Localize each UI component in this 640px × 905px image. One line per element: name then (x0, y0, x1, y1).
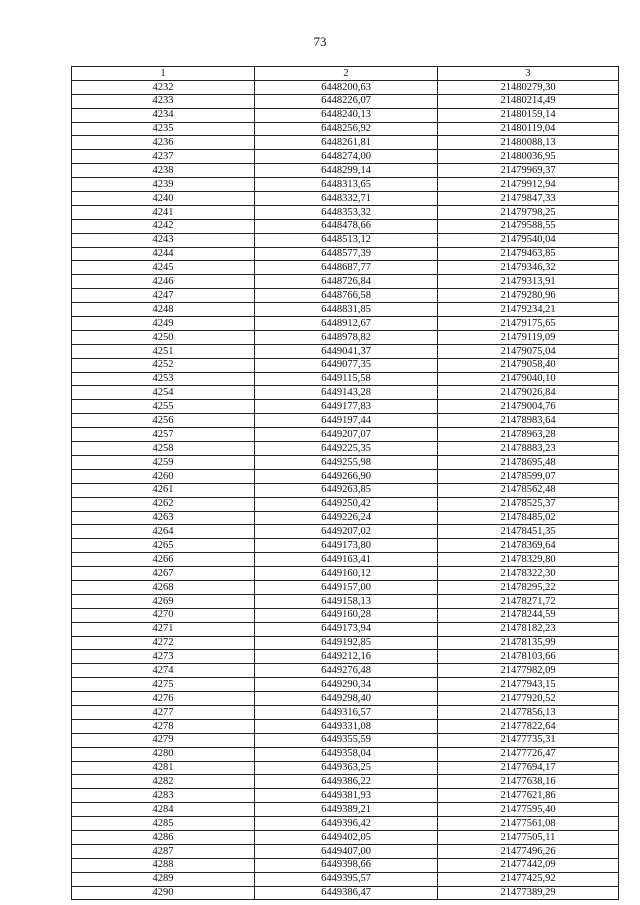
table-row (72, 122, 619, 136)
point-number-cell: 4234 (72, 108, 255, 122)
x-coordinate-cell: 6448478,66 (255, 219, 438, 233)
y-coordinate-cell: 21477496,26 (438, 844, 619, 858)
table-row (72, 303, 619, 317)
table-row (72, 886, 619, 900)
x-coordinate-cell: 6448313,65 (255, 178, 438, 192)
y-coordinate-cell: 21477595,40 (438, 803, 619, 817)
point-number-cell: 4252 (72, 358, 255, 372)
table-row (72, 330, 619, 344)
y-coordinate-cell: 21480214,49 (438, 94, 619, 108)
column-header-1: 1 (72, 67, 255, 81)
y-coordinate-cell: 21477982,09 (438, 664, 619, 678)
y-coordinate-cell: 21478103,66 (438, 650, 619, 664)
x-coordinate-cell: 6449192,85 (255, 636, 438, 650)
x-coordinate-cell: 6449316,57 (255, 705, 438, 719)
point-number-cell: 4265 (72, 539, 255, 553)
x-coordinate-cell: 6448353,32 (255, 205, 438, 219)
y-coordinate-cell: 21479004,76 (438, 400, 619, 414)
y-coordinate-cell: 21479847,33 (438, 192, 619, 206)
point-number-cell: 4288 (72, 858, 255, 872)
point-number-cell: 4254 (72, 386, 255, 400)
point-number-cell: 4264 (72, 525, 255, 539)
point-number-cell: 4233 (72, 94, 255, 108)
point-number-cell: 4270 (72, 608, 255, 622)
table-row (72, 247, 619, 261)
point-number-cell: 4283 (72, 789, 255, 803)
point-number-cell: 4251 (72, 344, 255, 358)
point-number-cell: 4241 (72, 205, 255, 219)
table-row (72, 664, 619, 678)
point-number-cell: 4263 (72, 511, 255, 525)
table-row (72, 775, 619, 789)
x-coordinate-cell: 6449158,13 (255, 594, 438, 608)
table-row (72, 858, 619, 872)
y-coordinate-cell: 21480088,13 (438, 136, 619, 150)
x-coordinate-cell: 6449407,00 (255, 844, 438, 858)
y-coordinate-cell: 21478295,22 (438, 580, 619, 594)
y-coordinate-cell: 21480036,95 (438, 150, 619, 164)
point-number-cell: 4276 (72, 692, 255, 706)
y-coordinate-cell: 21478451,35 (438, 525, 619, 539)
x-coordinate-cell: 6449160,12 (255, 567, 438, 581)
table-row (72, 219, 619, 233)
x-coordinate-cell: 6448687,77 (255, 261, 438, 275)
table-row (72, 150, 619, 164)
table-row (72, 317, 619, 331)
table-row (72, 178, 619, 192)
x-coordinate-cell: 6448261,81 (255, 136, 438, 150)
point-number-cell: 4258 (72, 442, 255, 456)
column-header-3: 3 (438, 67, 619, 81)
table-row (72, 233, 619, 247)
point-number-cell: 4278 (72, 719, 255, 733)
table-row (72, 872, 619, 886)
point-number-cell: 4271 (72, 622, 255, 636)
table-row (72, 205, 619, 219)
x-coordinate-cell: 6449266,90 (255, 469, 438, 483)
table-row (72, 636, 619, 650)
x-coordinate-cell: 6449298,40 (255, 692, 438, 706)
table-row (72, 289, 619, 303)
point-number-cell: 4238 (72, 164, 255, 178)
point-number-cell: 4266 (72, 553, 255, 567)
table-row (72, 428, 619, 442)
table-row (72, 830, 619, 844)
y-coordinate-cell: 21479058,40 (438, 358, 619, 372)
x-coordinate-cell: 6448766,58 (255, 289, 438, 303)
table-row (72, 608, 619, 622)
y-coordinate-cell: 21479463,85 (438, 247, 619, 261)
table-row (72, 192, 619, 206)
y-coordinate-cell: 21477561,08 (438, 817, 619, 831)
x-coordinate-cell: 6449381,93 (255, 789, 438, 803)
table-row (72, 553, 619, 567)
x-coordinate-cell: 6448200,63 (255, 80, 438, 94)
table-row (72, 386, 619, 400)
point-number-cell: 4290 (72, 886, 255, 900)
x-coordinate-cell: 6449386,22 (255, 775, 438, 789)
x-coordinate-cell: 6448299,14 (255, 164, 438, 178)
x-coordinate-cell: 6449363,25 (255, 761, 438, 775)
x-coordinate-cell: 6449173,80 (255, 539, 438, 553)
y-coordinate-cell: 21478883,23 (438, 442, 619, 456)
point-number-cell: 4244 (72, 247, 255, 261)
point-number-cell: 4261 (72, 483, 255, 497)
point-number-cell: 4255 (72, 400, 255, 414)
x-coordinate-cell: 6449163,41 (255, 553, 438, 567)
table-row (72, 761, 619, 775)
x-coordinate-cell: 6449173,94 (255, 622, 438, 636)
point-number-cell: 4240 (72, 192, 255, 206)
y-coordinate-cell: 21477920,52 (438, 692, 619, 706)
y-coordinate-cell: 21478369,64 (438, 539, 619, 553)
y-coordinate-cell: 21479912,94 (438, 178, 619, 192)
x-coordinate-cell: 6449157,00 (255, 580, 438, 594)
x-coordinate-cell: 6449355,59 (255, 733, 438, 747)
x-coordinate-cell: 6449207,02 (255, 525, 438, 539)
x-coordinate-cell: 6449331,08 (255, 719, 438, 733)
point-number-cell: 4248 (72, 303, 255, 317)
point-number-cell: 4272 (72, 636, 255, 650)
y-coordinate-cell: 21479026,84 (438, 386, 619, 400)
x-coordinate-cell: 6449207,07 (255, 428, 438, 442)
point-number-cell: 4287 (72, 844, 255, 858)
point-number-cell: 4267 (72, 567, 255, 581)
point-number-cell: 4282 (72, 775, 255, 789)
point-number-cell: 4277 (72, 705, 255, 719)
table-row (72, 455, 619, 469)
table-row (72, 539, 619, 553)
point-number-cell: 4281 (72, 761, 255, 775)
table-row (72, 94, 619, 108)
point-number-cell: 4239 (72, 178, 255, 192)
table-row (72, 164, 619, 178)
point-number-cell: 4246 (72, 275, 255, 289)
table-row (72, 511, 619, 525)
x-coordinate-cell: 6449386,47 (255, 886, 438, 900)
y-coordinate-cell: 21479075,04 (438, 344, 619, 358)
x-coordinate-cell: 6449398,66 (255, 858, 438, 872)
x-coordinate-cell: 6449115,58 (255, 372, 438, 386)
y-coordinate-cell: 21480279,30 (438, 80, 619, 94)
y-coordinate-cell: 21477389,29 (438, 886, 619, 900)
x-coordinate-cell: 6449160,28 (255, 608, 438, 622)
y-coordinate-cell: 21478271,72 (438, 594, 619, 608)
y-coordinate-cell: 21477621,86 (438, 789, 619, 803)
y-coordinate-cell: 21479969,37 (438, 164, 619, 178)
y-coordinate-cell: 21477442,09 (438, 858, 619, 872)
table-row (72, 442, 619, 456)
table-row (72, 358, 619, 372)
y-coordinate-cell: 21478983,64 (438, 414, 619, 428)
table-row (72, 108, 619, 122)
y-coordinate-cell: 21479040,10 (438, 372, 619, 386)
point-number-cell: 4247 (72, 289, 255, 303)
y-coordinate-cell: 21478695,48 (438, 455, 619, 469)
x-coordinate-cell: 6448240,13 (255, 108, 438, 122)
y-coordinate-cell: 21478963,28 (438, 428, 619, 442)
point-number-cell: 4268 (72, 580, 255, 594)
x-coordinate-cell: 6448831,85 (255, 303, 438, 317)
y-coordinate-cell: 21479119,09 (438, 330, 619, 344)
table-row (72, 483, 619, 497)
table-row (72, 261, 619, 275)
point-number-cell: 4262 (72, 497, 255, 511)
point-number-cell: 4237 (72, 150, 255, 164)
x-coordinate-cell: 6449197,44 (255, 414, 438, 428)
y-coordinate-cell: 21480119,04 (438, 122, 619, 136)
point-number-cell: 4279 (72, 733, 255, 747)
table-row (72, 525, 619, 539)
x-coordinate-cell: 6448726,84 (255, 275, 438, 289)
x-coordinate-cell: 6449263,85 (255, 483, 438, 497)
point-number-cell: 4242 (72, 219, 255, 233)
point-number-cell: 4245 (72, 261, 255, 275)
point-number-cell: 4257 (72, 428, 255, 442)
point-number-cell: 4256 (72, 414, 255, 428)
x-coordinate-cell: 6449212,16 (255, 650, 438, 664)
x-coordinate-cell: 6449290,34 (255, 678, 438, 692)
y-coordinate-cell: 21479540,04 (438, 233, 619, 247)
table-row (72, 817, 619, 831)
y-coordinate-cell: 21477425,92 (438, 872, 619, 886)
table-row (72, 692, 619, 706)
table-row (72, 372, 619, 386)
table-row (72, 497, 619, 511)
point-number-cell: 4243 (72, 233, 255, 247)
point-number-cell: 4280 (72, 747, 255, 761)
x-coordinate-cell: 6448513,12 (255, 233, 438, 247)
x-coordinate-cell: 6449358,04 (255, 747, 438, 761)
table-row (72, 275, 619, 289)
y-coordinate-cell: 21478182,23 (438, 622, 619, 636)
y-coordinate-cell: 21478322,30 (438, 567, 619, 581)
table-body (72, 80, 619, 900)
table-row (72, 650, 619, 664)
y-coordinate-cell: 21478244,59 (438, 608, 619, 622)
point-number-cell: 4253 (72, 372, 255, 386)
page-number: 73 (313, 34, 327, 49)
x-coordinate-cell: 6449077,35 (255, 358, 438, 372)
y-coordinate-cell: 21478329,80 (438, 553, 619, 567)
x-coordinate-cell: 6449395,57 (255, 872, 438, 886)
x-coordinate-cell: 6448978,82 (255, 330, 438, 344)
x-coordinate-cell: 6449402,05 (255, 830, 438, 844)
y-coordinate-cell: 21477856,13 (438, 705, 619, 719)
y-coordinate-cell: 21477726,47 (438, 747, 619, 761)
point-number-cell: 4275 (72, 678, 255, 692)
y-coordinate-cell: 21478485,02 (438, 511, 619, 525)
y-coordinate-cell: 21477735,31 (438, 733, 619, 747)
table-row (72, 344, 619, 358)
y-coordinate-cell: 21478525,37 (438, 497, 619, 511)
point-number-cell: 4269 (72, 594, 255, 608)
x-coordinate-cell: 6448577,39 (255, 247, 438, 261)
x-coordinate-cell: 6448912,67 (255, 317, 438, 331)
table-row (72, 844, 619, 858)
x-coordinate-cell: 6449250,42 (255, 497, 438, 511)
point-number-cell: 4235 (72, 122, 255, 136)
point-number-cell: 4250 (72, 330, 255, 344)
y-coordinate-cell: 21479175,65 (438, 317, 619, 331)
point-number-cell: 4249 (72, 317, 255, 331)
point-number-cell: 4260 (72, 469, 255, 483)
table-row (72, 136, 619, 150)
x-coordinate-cell: 6448332,71 (255, 192, 438, 206)
y-coordinate-cell: 21477694,17 (438, 761, 619, 775)
header-row (72, 67, 619, 81)
table-row (72, 803, 619, 817)
x-coordinate-cell: 6449389,21 (255, 803, 438, 817)
y-coordinate-cell: 21478562,48 (438, 483, 619, 497)
x-coordinate-cell: 6448274,00 (255, 150, 438, 164)
point-number-cell: 4286 (72, 830, 255, 844)
y-coordinate-cell: 21478599,07 (438, 469, 619, 483)
table-row (72, 469, 619, 483)
y-coordinate-cell: 21479313,91 (438, 275, 619, 289)
x-coordinate-cell: 6449276,48 (255, 664, 438, 678)
table-row (72, 400, 619, 414)
table-row (72, 594, 619, 608)
y-coordinate-cell: 21479234,21 (438, 303, 619, 317)
y-coordinate-cell: 21479346,32 (438, 261, 619, 275)
table-row (72, 622, 619, 636)
y-coordinate-cell: 21480159,14 (438, 108, 619, 122)
table-header (72, 67, 619, 81)
y-coordinate-cell: 21477943,15 (438, 678, 619, 692)
x-coordinate-cell: 6448226,07 (255, 94, 438, 108)
table-row (72, 678, 619, 692)
point-number-cell: 4232 (72, 80, 255, 94)
column-header-2: 2 (255, 67, 438, 81)
point-number-cell: 4289 (72, 872, 255, 886)
point-number-cell: 4273 (72, 650, 255, 664)
y-coordinate-cell: 21478135,99 (438, 636, 619, 650)
table-row (72, 747, 619, 761)
y-coordinate-cell: 21479280,96 (438, 289, 619, 303)
table-row (72, 705, 619, 719)
x-coordinate-cell: 6449143,28 (255, 386, 438, 400)
point-number-cell: 4236 (72, 136, 255, 150)
point-number-cell: 4259 (72, 455, 255, 469)
table-row (72, 733, 619, 747)
y-coordinate-cell: 21477822,64 (438, 719, 619, 733)
point-number-cell: 4285 (72, 817, 255, 831)
x-coordinate-cell: 6449177,83 (255, 400, 438, 414)
y-coordinate-cell: 21479588,55 (438, 219, 619, 233)
x-coordinate-cell: 6449225,35 (255, 442, 438, 456)
y-coordinate-cell: 21477638,16 (438, 775, 619, 789)
table-row (72, 719, 619, 733)
x-coordinate-cell: 6449396,42 (255, 817, 438, 831)
table-row (72, 80, 619, 94)
table-row (72, 789, 619, 803)
point-number-cell: 4284 (72, 803, 255, 817)
x-coordinate-cell: 6449226,24 (255, 511, 438, 525)
table-row (72, 567, 619, 581)
table-row (72, 414, 619, 428)
y-coordinate-cell: 21479798,25 (438, 205, 619, 219)
coordinates-table (71, 66, 619, 900)
point-number-cell: 4274 (72, 664, 255, 678)
x-coordinate-cell: 6449255,98 (255, 455, 438, 469)
table-row (72, 580, 619, 594)
x-coordinate-cell: 6449041,37 (255, 344, 438, 358)
y-coordinate-cell: 21477505,11 (438, 830, 619, 844)
x-coordinate-cell: 6448256,92 (255, 122, 438, 136)
